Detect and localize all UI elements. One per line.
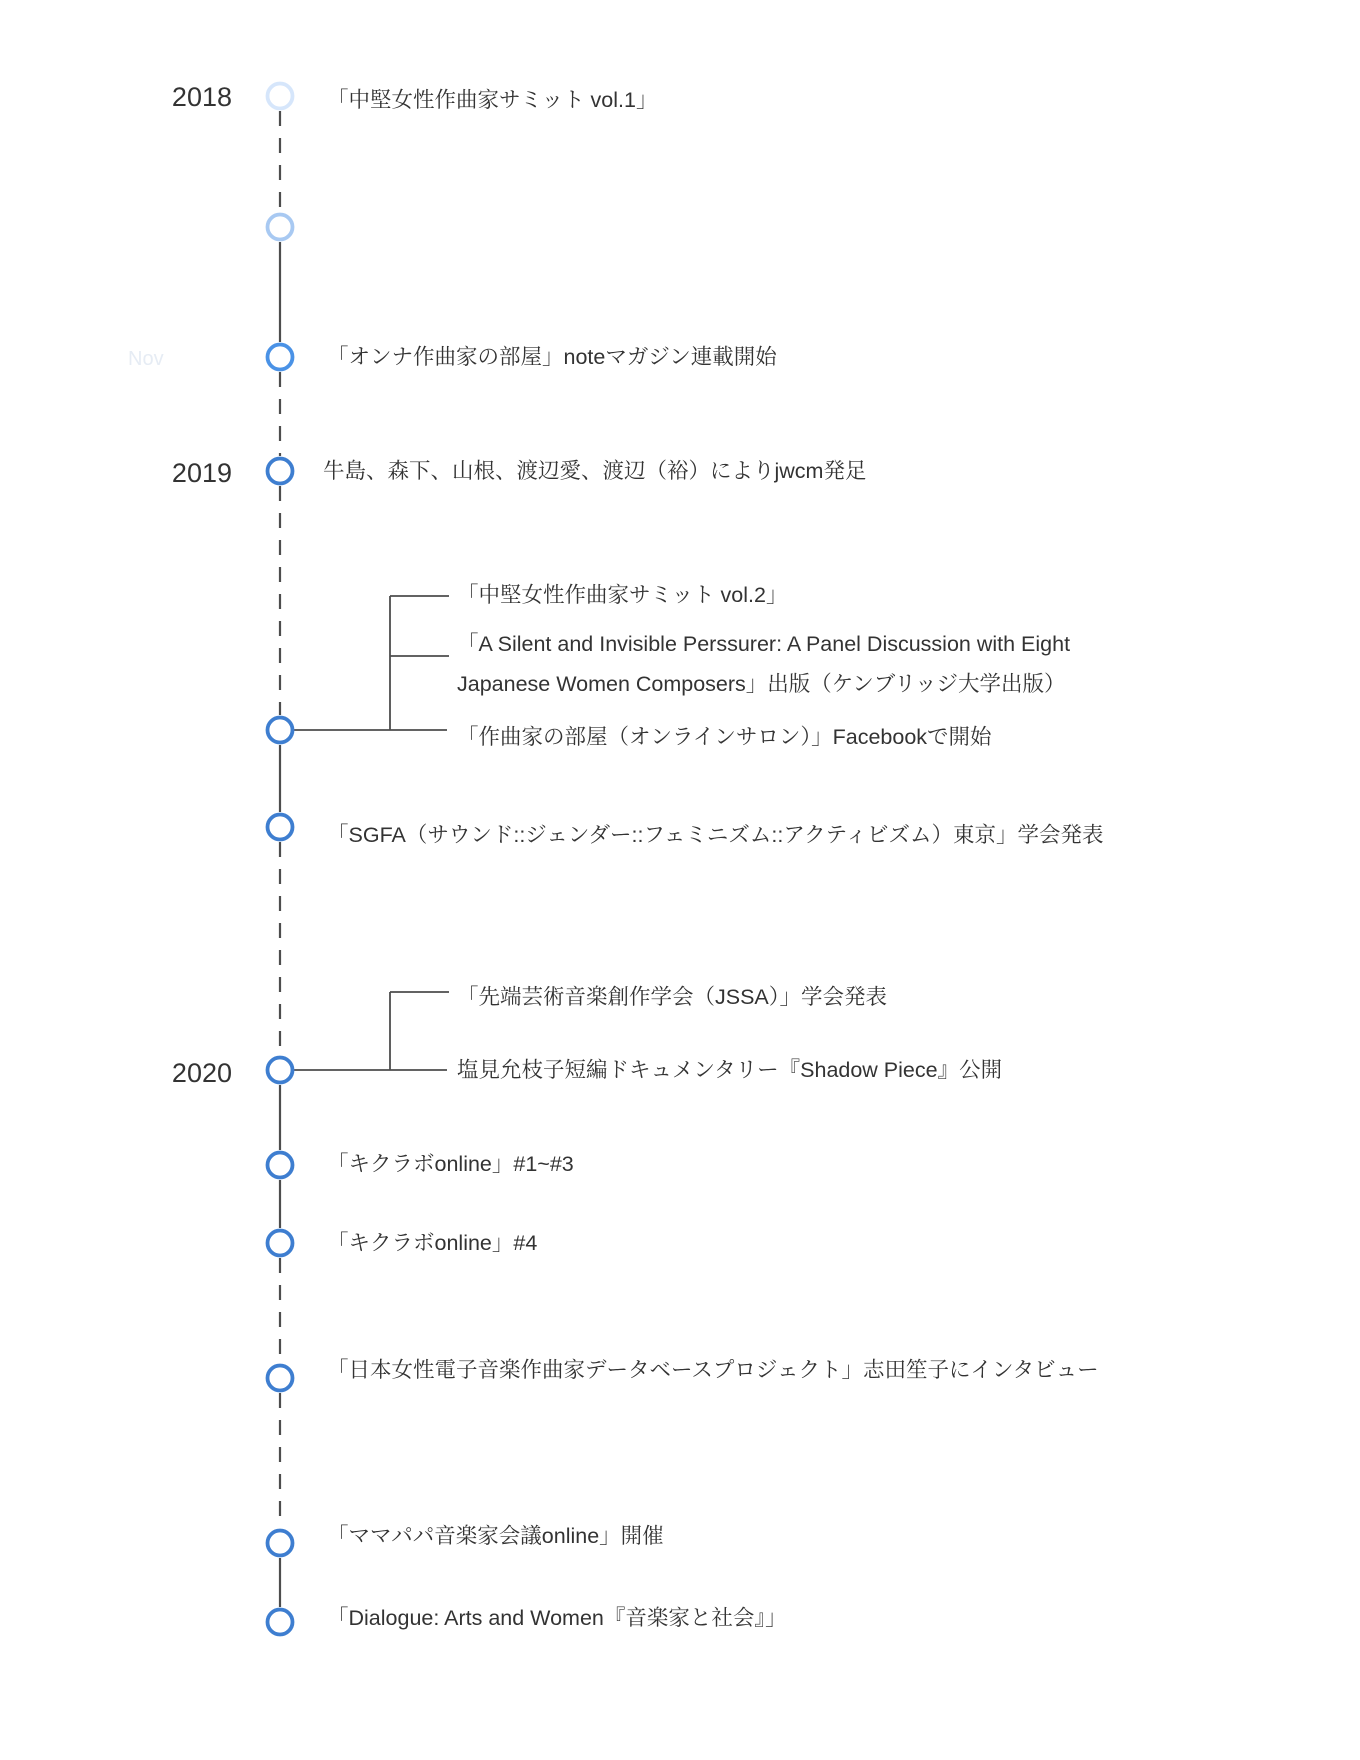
- branch-event-text: 「作曲家の部屋（オンラインサロン）」Facebookで開始: [457, 725, 992, 749]
- event-text: 「日本女性電子音楽作曲家データベースプロジェクト」志田笙子にインタビュー: [327, 1358, 1099, 1382]
- month-label: Nov: [128, 348, 164, 370]
- timeline-node: [268, 215, 293, 240]
- event-text: 「キクラボonline」#1~#3: [327, 1152, 574, 1176]
- branch-event-text: 塩見允枝子短編ドキュメンタリー『Shadow Piece』公開: [457, 1058, 1003, 1082]
- timeline-node: [268, 1366, 293, 1391]
- branch-event-text: 「先端芸術音楽創作学会（JSSA）」学会発表: [457, 985, 888, 1009]
- timeline-node: [268, 815, 293, 840]
- timeline-node: [268, 1153, 293, 1178]
- year-label-2018: 2018: [171, 82, 232, 112]
- event-text: 牛島、森下、山根、渡辺愛、渡辺（裕）によりjwcm発足: [323, 459, 867, 483]
- timeline-node: [268, 1058, 293, 1083]
- branch-event-text-continued: Japanese Women Composers」出版（ケンブリッジ大学出版）: [457, 672, 1066, 696]
- timeline-node: [268, 1610, 293, 1635]
- event-text: 「オンナ作曲家の部屋」noteマガジン連載開始: [327, 345, 777, 369]
- event-text: 「ママパパ音楽家会議online」開催: [327, 1524, 664, 1548]
- timeline-node: [268, 459, 293, 484]
- event-text: 「Dialogue: Arts and Women『音楽家と社会』」: [327, 1606, 787, 1630]
- year-label-2020: 2020: [171, 1058, 232, 1088]
- branch-event-text: 「中堅女性作曲家サミット vol.2」: [457, 583, 788, 607]
- event-text: 「中堅女性作曲家サミット vol.1」: [327, 88, 658, 112]
- timeline-node: [268, 1231, 293, 1256]
- timeline-node: [268, 345, 293, 370]
- event-text: 「SGFA（サウンド::ジェンダー::フェミニズム::アクティビズム）東京」学会発表: [327, 823, 1104, 847]
- timeline-node: [268, 1531, 293, 1556]
- timeline-node: [268, 718, 293, 743]
- branch-event-text: 「A Silent and Invisible Perssurer: A Panel Discussion with Eight: [457, 632, 1071, 656]
- timeline-node: [268, 84, 293, 109]
- event-text: 「キクラボonline」#4: [327, 1231, 538, 1255]
- year-label-2019: 2019: [171, 458, 232, 488]
